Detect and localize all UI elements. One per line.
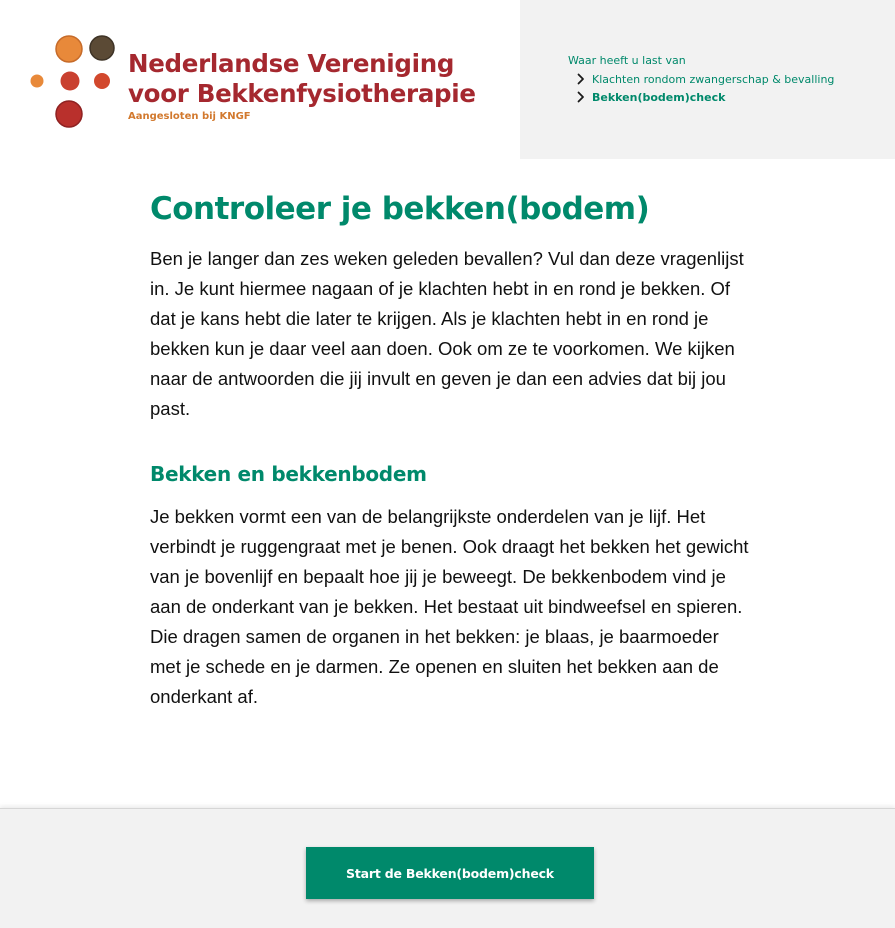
section-paragraph: Je bekken vormt een van de belangrijkste onderdelen van je lijf. Het verbindt je ruggengraat met je benen. Ook draagt het bekken het gewicht van je bovenlijf en bepaalt hoe jij je beweegt. De bekkenbodem vind je aan de onderkant van je bekken. Het bestaat uit bindweefsel en spieren. Die dragen samen de organen in het bekken: je blaas, je baarmoeder met je schede en je darmen. Ze openen en sluiten het bekken aan de onderkant af. bbox=[150, 506, 749, 707]
breadcrumb bbox=[520, 0, 895, 159]
logo-dots-icon bbox=[28, 32, 118, 132]
chevron-right-icon bbox=[576, 73, 586, 85]
logo-line-1: Nederlandse Vereniging bbox=[128, 49, 455, 78]
breadcrumb-item-bekkencheck[interactable] bbox=[576, 89, 725, 105]
footer-bar bbox=[0, 808, 895, 928]
page-title: Controleer je bekken(bodem) bbox=[150, 191, 650, 227]
logo-line-2: voor Bekkenfysiotherapie bbox=[128, 79, 476, 108]
start-check-button[interactable]: Start de Bekken(bodem)check bbox=[306, 847, 594, 899]
logo-subline: Aangesloten bij KNGF bbox=[128, 111, 251, 122]
logo-text bbox=[128, 49, 476, 123]
intro-paragraph: Ben je langer dan zes weken geleden bevallen? Vul dan deze vragenlijst in. Je kunt hiermee nagaan of je klachten hebt in en rond je bekken. Of dat je kans hebt die later te krijgen. Als je klachten hebt in en rond je bekken kun je daar veel aan doen. Ook om ze te voorkomen. We kijken naar de antwoorden die jij invult en geven je dan een advies dat bij jou past. bbox=[150, 248, 744, 419]
site-logo[interactable] bbox=[28, 32, 488, 132]
breadcrumb-item-label: Klachten rondom zwangerschap & bevalling bbox=[592, 72, 835, 86]
main-content bbox=[150, 188, 750, 712]
breadcrumb-item-label: Bekken(bodem)check bbox=[592, 90, 726, 104]
section-title: Bekken en bekkenbodem bbox=[150, 462, 427, 486]
site-header bbox=[0, 0, 895, 159]
breadcrumb-item-zwangerschap[interactable] bbox=[576, 71, 834, 87]
breadcrumb-heading: Waar heeft u last van bbox=[568, 54, 686, 67]
chevron-right-icon bbox=[576, 91, 586, 103]
